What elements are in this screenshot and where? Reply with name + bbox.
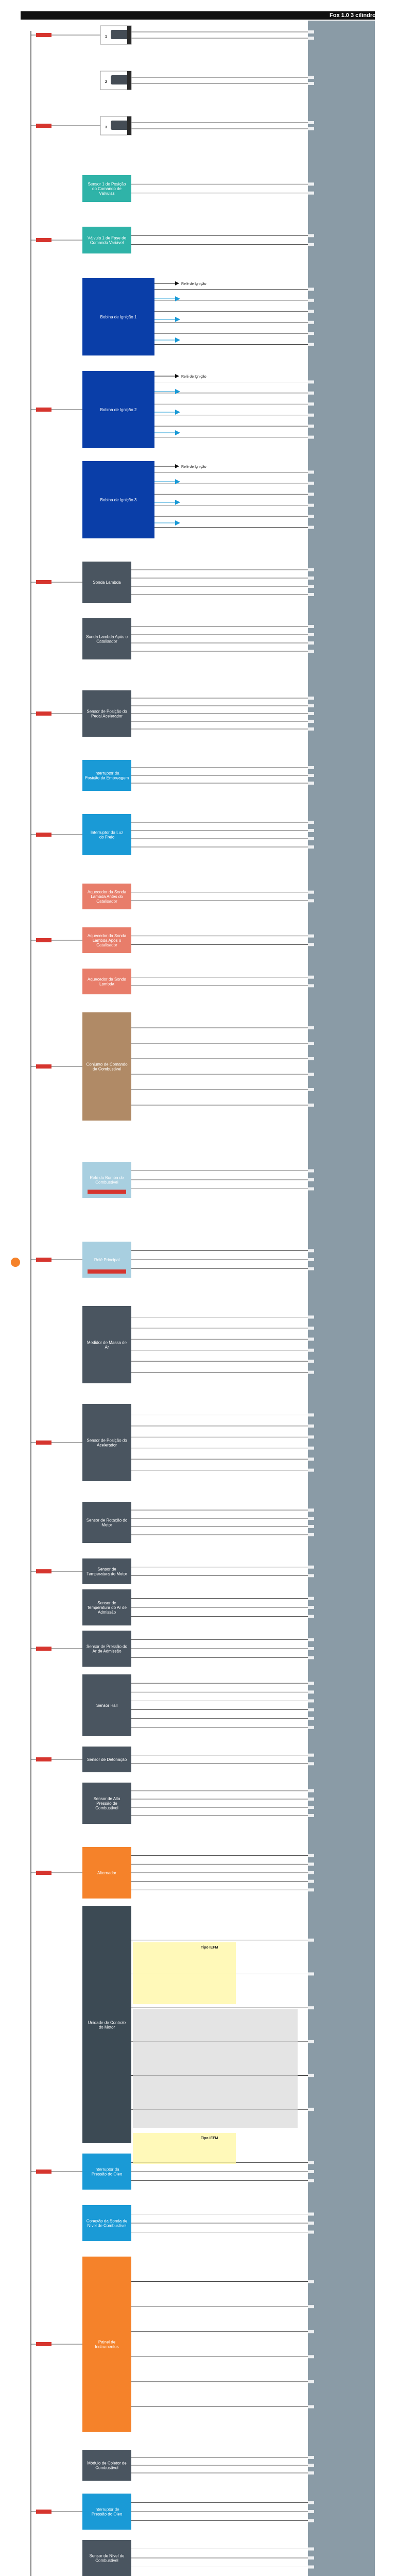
bus-pin (308, 577, 314, 580)
fuse-tag (36, 580, 51, 584)
component-label: Sensor de Detonação (87, 1757, 127, 1762)
bus-pin (308, 837, 314, 840)
component-label: Sensor de Posição do Acelerador (87, 1438, 127, 1448)
component-m23 (82, 1847, 131, 1899)
component-m17 (82, 1558, 131, 1584)
bus-pin (308, 243, 314, 246)
bus-pin (308, 30, 314, 33)
coil-output-arrow (175, 337, 180, 343)
bus-pin (308, 127, 314, 130)
component-label: Aquecedor da Sonda Lambda Antes do Catalisador (87, 890, 127, 904)
fuse-tag (36, 2342, 51, 2346)
fuse-tag (36, 238, 51, 242)
fuse-tag (36, 1064, 51, 1069)
bus-pin (308, 625, 314, 628)
bus-pin (308, 2280, 314, 2283)
bus-pin (308, 1349, 314, 1352)
bus-pin (308, 1525, 314, 1528)
component-m10 (82, 969, 131, 994)
component-m27 (82, 2257, 131, 2432)
bus-pin (308, 1509, 314, 1512)
bus-pin (308, 2556, 314, 2560)
component-m7 (82, 814, 131, 855)
bus-pin (308, 845, 314, 849)
component-c1 (82, 278, 206, 355)
bus-pin (308, 287, 314, 291)
bus-pin (308, 976, 314, 979)
coil-output-arrow (175, 389, 180, 394)
bus-pin (308, 1615, 314, 1618)
bus-pin (308, 1806, 314, 1809)
bus-pin (308, 1972, 314, 1975)
component-m9 (82, 927, 131, 953)
component-label: Sensor de Nível de Combustível (89, 2553, 125, 2563)
bus-pin (308, 697, 314, 700)
bus-pin (308, 1088, 314, 1091)
relay-terminal-block (88, 1269, 126, 1274)
bus-pin (308, 2355, 314, 2358)
coil-output-arrow (175, 500, 180, 505)
bus-pin (308, 774, 314, 777)
bus-pin (308, 1469, 314, 1472)
bus-pin (308, 402, 314, 405)
bus-pin (308, 182, 314, 185)
bus-pin (308, 1249, 314, 1252)
bus-pin (308, 1360, 314, 1363)
bus-pin (308, 2074, 314, 2077)
component-label: Alternador (97, 1871, 116, 1875)
fuse-tag (36, 1569, 51, 1573)
component-label: Aquecedor da Sonda Lambda Após o Catalisador (87, 934, 127, 947)
injector-connector (127, 71, 131, 90)
component-label: Aquecedor da Sonda Lambda (87, 977, 127, 987)
component-label: Painel de Instrumentos (95, 2340, 119, 2349)
component-m2 (82, 227, 131, 253)
bus-pin (308, 2456, 314, 2459)
bus-pin (308, 436, 314, 439)
bus-pin (308, 1647, 314, 1650)
bus-pin (308, 504, 314, 507)
fuse-tag (36, 2170, 51, 2174)
bus-pin (308, 2566, 314, 2569)
fuse-tag (36, 1258, 51, 1262)
bus-pin (308, 1327, 314, 1330)
bus-pin (308, 82, 314, 85)
bus-pin (308, 1854, 314, 1857)
coil-feed-arrow (175, 464, 179, 468)
bus-pin (308, 1754, 314, 1757)
bus-pin (308, 493, 314, 496)
component-m20 (82, 1674, 131, 1736)
bus-pin (308, 829, 314, 832)
component-label: Interruptor da Luz do Freio (90, 830, 124, 840)
component-m30 (82, 2540, 131, 2576)
coil-output-arrow (175, 317, 180, 322)
bus-pin (308, 1726, 314, 1729)
gray-zone (133, 2009, 298, 2128)
bus-pin (308, 766, 314, 769)
bus-pin (308, 470, 314, 473)
bus-pin (308, 1435, 314, 1438)
coil-feed-arrow (175, 281, 179, 285)
bus-pin (308, 2231, 314, 2234)
bus-pin (308, 1717, 314, 1720)
highlight-zone-2 (133, 2133, 236, 2164)
bus-pin (308, 1458, 314, 1461)
component-label: Sensor de Pressão do Ar de Admissão (86, 1644, 128, 1654)
component-m15 (82, 1404, 131, 1481)
bus-pin (308, 310, 314, 313)
ecu-bus (308, 21, 375, 2576)
bus-pin (308, 821, 314, 824)
bus-pin (308, 1682, 314, 1685)
bus-pin (308, 1057, 314, 1060)
bus-pin (308, 641, 314, 645)
page-title: Fox 1.0 3 cilindros 2014 - CSEA (330, 12, 414, 19)
injector-body-icon (111, 30, 128, 39)
component-m21 (82, 1747, 131, 1772)
component-m12 (82, 1162, 131, 1198)
fuse-tag (36, 1647, 51, 1651)
bus-pin (308, 1574, 314, 1577)
component-m22 (82, 1783, 131, 1824)
fuse-tag (36, 938, 51, 942)
bus-pin (308, 2330, 314, 2333)
bus-pin (308, 935, 314, 938)
highlight-zone-label: Tipo IEFM (201, 1946, 218, 1950)
bus-pin (308, 1606, 314, 1609)
bus-pin (308, 2213, 314, 2216)
bus-pin (308, 2471, 314, 2475)
fuse-tag (36, 408, 51, 412)
bus-pin (308, 321, 314, 324)
bus-pin (308, 2170, 314, 2173)
bus-pin (308, 2108, 314, 2111)
bus-pin (308, 1104, 314, 1107)
bus-pin (308, 943, 314, 946)
bus-pin (308, 1170, 314, 1173)
component-label: Sensor de Temperatura do Ar de Admissão (87, 1601, 127, 1615)
bus-pin (308, 2501, 314, 2504)
bus-pin (308, 2006, 314, 2009)
component-m5 (82, 690, 131, 737)
ground-symbol (11, 1258, 20, 1267)
bus-pin (308, 1178, 314, 1181)
bus-pin (308, 1762, 314, 1765)
component-m13 (82, 1242, 131, 1278)
bus-pin (308, 192, 314, 195)
bus-pin (308, 984, 314, 987)
component-m16 (82, 1502, 131, 1543)
component-label: Sensor de Temperatura do Motor (87, 1567, 127, 1577)
bus-pin (308, 2161, 314, 2164)
bus-pin (308, 76, 314, 79)
component-label: Sonda Lambda (93, 580, 121, 585)
component-m3 (82, 562, 131, 603)
bus-pin (308, 1517, 314, 1520)
bus-pin (308, 1699, 314, 1702)
bus-pin (308, 782, 314, 785)
bus-pin (308, 1638, 314, 1641)
highlight-zone-2-label: Tipo IEFM (201, 2137, 218, 2140)
bus-pin (308, 1447, 314, 1450)
ecu-bus-rail (308, 21, 375, 2576)
fuse-tag (36, 1871, 51, 1875)
component-m26 (82, 2205, 131, 2241)
component-inj1 (100, 26, 131, 44)
bus-pin (308, 2222, 314, 2225)
component-inj2 (100, 71, 131, 90)
coil-output-arrow (175, 296, 180, 301)
bus-pin (308, 343, 314, 346)
bus-pin (308, 2305, 314, 2308)
component-m28 (82, 2450, 131, 2481)
fuse-tag (36, 124, 51, 128)
bus-pin (308, 1871, 314, 1874)
extras-layer (11, 1258, 298, 2576)
bus-pin (308, 1315, 314, 1318)
fuse-tag (36, 833, 51, 837)
bus-pin (308, 1880, 314, 1883)
component-label: Sensor de Alta Pressão de Combustível (93, 1797, 120, 1810)
component-m29 (82, 2494, 131, 2530)
fuse-tag (36, 2510, 51, 2514)
component-label: Bobina de Ignição 3 (100, 498, 137, 502)
injector-number: 2 (105, 80, 107, 84)
bus-pin (308, 1690, 314, 1693)
bus-pin (308, 1073, 314, 1076)
component-label: Conexão da Sonda de Nível de Combustível (86, 2218, 128, 2228)
bus-pin (308, 891, 314, 894)
component-label: Relé Principal (94, 1258, 120, 1262)
bus-pin (308, 1862, 314, 1866)
bus-pin (308, 568, 314, 571)
fuse-tag (36, 1440, 51, 1445)
bus-pin (308, 234, 314, 237)
bus-pin (308, 899, 314, 902)
component-c2 (82, 371, 206, 448)
bus-pin (308, 1533, 314, 1536)
bus-pin (308, 704, 314, 707)
bus-pin (308, 1814, 314, 1817)
highlight-zone (133, 1942, 236, 2004)
component-label: Interruptor da Pressão do Óleo (91, 2167, 123, 2177)
component-label: Unidade de Controle do Motor (88, 2020, 126, 2030)
bus-pin (308, 380, 314, 383)
bus-pin (308, 1188, 314, 1191)
bus-pin (308, 515, 314, 518)
bus-pin (308, 1258, 314, 1261)
bus-pin (308, 1337, 314, 1341)
bus-pin (308, 1789, 314, 1792)
bus-pin (308, 37, 314, 40)
bus-pin (308, 2179, 314, 2182)
component-label: Sensor de Rotação do Motor (86, 1518, 128, 1528)
fuse-tag (36, 711, 51, 716)
coil-output-arrow (175, 479, 180, 484)
coil-relay-label: Relé de Ignição (181, 375, 206, 379)
component-label: Bobina de Ignição 1 (100, 315, 137, 319)
coil-relay-label: Relé de Ignição (181, 465, 206, 469)
bus-pin (308, 2405, 314, 2408)
component-label: Válvula 1 de Fase do Comando Variável (87, 235, 127, 245)
coil-feed-arrow (175, 374, 179, 378)
coil-output-arrow (175, 410, 180, 415)
bus-pin (308, 1798, 314, 1801)
components-layer (82, 26, 206, 2576)
injector-number: 1 (105, 35, 107, 39)
component-label: Sensor de Posição do Pedal Acelerador (87, 709, 127, 719)
component-m8 (82, 884, 131, 909)
injector-body-icon (111, 121, 128, 130)
component-m4 (82, 618, 131, 659)
bus-pin (308, 526, 314, 529)
component-m11 (82, 1012, 131, 1121)
bus-pin (308, 2519, 314, 2522)
bus-pin (308, 1888, 314, 1891)
bus-pin (308, 392, 314, 395)
bus-pin (308, 299, 314, 302)
component-label: Bobina de Ignição 2 (100, 408, 137, 412)
injector-number: 3 (105, 126, 107, 129)
component-label: Módulo de Coletor de Combustível (87, 2461, 127, 2470)
bus-pin (308, 1566, 314, 1569)
bus-pin (308, 332, 314, 335)
bus-pin (308, 1371, 314, 1374)
injector-connector (127, 116, 131, 135)
component-m18 (82, 1589, 131, 1625)
bus-pin (308, 712, 314, 715)
component-m24 (82, 1906, 131, 2143)
coil-relay-label: Relé de Ignição (181, 282, 206, 286)
bus-pin (308, 2040, 314, 2043)
bus-pin (308, 425, 314, 428)
component-m1 (82, 175, 131, 202)
bus-pin (308, 1413, 314, 1416)
bus-pin (308, 593, 314, 596)
bus-pin (308, 414, 314, 417)
component-m25 (82, 2154, 131, 2190)
bus-pin (308, 1939, 314, 1942)
bus-pin (308, 1708, 314, 1711)
relay-terminal-block (88, 1190, 126, 1194)
injector-connector (127, 26, 131, 44)
bus-pin (308, 1656, 314, 1659)
component-label: Medidor de Massa de Ar (87, 1340, 127, 1350)
component-label: Conjunto de Comando de Combustível (86, 1062, 128, 1072)
bus-pin (308, 1597, 314, 1600)
bus-pin (308, 2464, 314, 2467)
bus-pin (308, 1425, 314, 1428)
bus-pin (308, 650, 314, 653)
bus-pin (308, 633, 314, 636)
component-label: Interruptor de Pressão do Óleo (91, 2507, 123, 2517)
coil-output-arrow (175, 520, 180, 526)
component-label: Sonda Lambda Após o Catalisador (86, 634, 128, 644)
coil-output-arrow (175, 430, 180, 435)
bus-pin (308, 1267, 314, 1270)
fuse-tag (36, 1757, 51, 1761)
component-m6 (82, 760, 131, 791)
component-label: Sensor Hall (96, 1703, 118, 1708)
bus-pin (308, 585, 314, 588)
bus-pin (308, 1042, 314, 1045)
bus-pin (308, 727, 314, 731)
component-inj3 (100, 116, 131, 135)
bus-pin (308, 2548, 314, 2551)
component-label: Interruptor da Posição da Embreagem (84, 771, 129, 781)
component-c3 (82, 461, 206, 538)
bus-pin (308, 121, 314, 124)
component-m19 (82, 1631, 131, 1667)
component-label: Sensor 1 de Posição do Comando de Válvulas (88, 182, 126, 196)
component-m14 (82, 1306, 131, 1383)
bus-pin (308, 2510, 314, 2513)
injector-body-icon (111, 75, 128, 84)
bus-pin (308, 720, 314, 723)
component-label: Relé do Bomba de Combustível (90, 1175, 124, 1185)
bus-pin (308, 1026, 314, 1029)
bus-pin (308, 2380, 314, 2383)
fuse-tag (36, 33, 51, 37)
bus-pin (308, 482, 314, 485)
